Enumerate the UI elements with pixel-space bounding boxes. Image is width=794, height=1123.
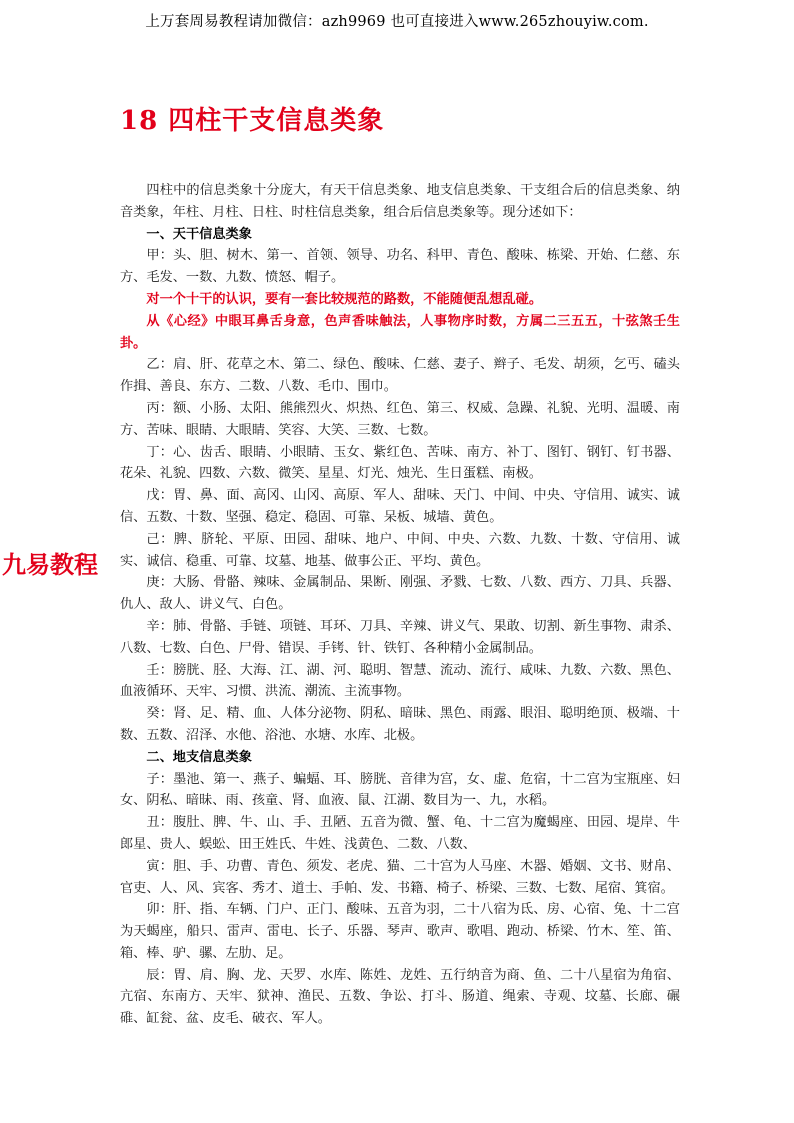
paragraph-yin: 寅：胆、手、功曹、青色、须发、老虎、猫、二十宫为人马座、木器、婚姻、文书、财帛、官吏、人、风、宾客、秀才、道士、手帕、发、书籍、椅子、桥梁、三数、七数、尾宿、箕宿。 bbox=[120, 858, 680, 896]
paragraph-gui: 癸：肾、足、精、血、人体分泌物、阴私、暗昧、黑色、雨露、眼泪、聪明绝顶、极端、十数、五数、沼泽、水他、浴池、水塘、水库、北极。 bbox=[120, 706, 680, 743]
paragraph-jia: 甲：头、胆、树木、第一、首领、领导、功名、科甲、青色、酸味、栋梁、开始、仁慈、东方、毛发、一数、九数、愤怒、帽子。 bbox=[120, 248, 680, 286]
paragraph-bing: 丙：额、小肠、太阳、熊熊烈火、炽热、红色、第三、权威、急躁、礼貌、光明、温暖、南方、苦味、眼睛、大眼睛、笑容、大笑、三数、七数。 bbox=[120, 400, 680, 438]
document-body bbox=[120, 180, 680, 1030]
paragraph-zi: 子：墨池、第一、燕子、蝙蝠、耳、膀胱、音律为宫，女、虚、危宿，十二宫为宝瓶座、妇女、阴私、暗昧、雨、孩童、肾、血液、鼠、江湖、数目为一、九，水稻。 bbox=[120, 771, 680, 809]
paragraph-ji: 己：脾、脐轮、平原、田园、甜味、地户、中间、中央、六数、九数、十数、守信用、诚实、诚信、稳重、可靠、坟墓、地基、做事公正、平均、黄色。 bbox=[120, 531, 680, 569]
document-title: 18 四柱干支信息类象 bbox=[120, 106, 385, 136]
page-header: 上万套周易教程请加微信：azh9969 也可直接进入www.265zhouyiw.com. bbox=[145, 14, 649, 30]
paragraph-xin: 辛：肺、骨骼、手链、项链、耳环、刀具、辛辣、讲义气、果敢、切割、新生事物、肃杀、八数、七数、白色、尸骨、错误、手铐、针、铁钉、各种精小金属制品。 bbox=[120, 618, 680, 656]
watermark-text: 九易教程 bbox=[2, 551, 98, 579]
section-heading-tiangan: 一、天干信息类象 bbox=[146, 226, 252, 242]
intro-paragraph: 四柱中的信息类象十分庞大，有天干信息类象、地支信息类象、干支组合后的信息类象、纳音类象，年柱、月柱、日柱、时柱信息类象，组合后信息类象等。现分述如下： bbox=[120, 183, 680, 220]
paragraph-chen: 辰：胃、肩、胸、龙、天罗、水库、陈姓、龙姓、五行纳音为商、鱼、二十八星宿为角宿、亢宿、东南方、天牢、狱神、渔民、五数、争讼、打斗、肠道、绳索、寺观、坟墓、长廊、碾碓、缸瓮、盆、皮毛、破衣、军人。 bbox=[120, 967, 680, 1027]
note-paragraph: 从《心经》中眼耳鼻舌身意，色声香味触法，人事物序时数，方属二三五五，十弦煞壬生卦。 bbox=[120, 313, 680, 351]
paragraph-mao: 卯：肝、指、车辆、门户、正门、酸味、五音为羽，二十八宿为氐、房、心宿、兔、十二宫为天蝎座，船只、雷声、雷电、长子、乐器、琴声、歌声、歌唱、跑动、桥梁、竹木、笙、笛、箱、棒、驴、骡、左肋、足。 bbox=[120, 902, 680, 961]
note-paragraph: 对一个十干的认识，要有一套比较规范的路数，不能随便乱想乱碰。 bbox=[146, 291, 543, 307]
paragraph-yi: 乙：肩、肝、花草之木、第二、绿色、酸味、仁慈、妻子、辫子、毛发、胡须，乞丐、磕头作揖、善良、东方、二数、八数、毛巾、围巾。 bbox=[120, 357, 680, 395]
paragraph-geng: 庚：大肠、骨骼、辣味、金属制品、果断、刚强、矛戮、七数、八数、西方、刀具、兵器、仇人、敌人、讲义气、白色。 bbox=[120, 575, 680, 613]
paragraph-chou: 丑：腹肚、脾、牛、山、手、丑陋、五音为微、蟹、龟、十二宫为魔蝎座、田园、堤岸、牛郎星、贵人、蜈蚣、田王姓氏、牛姓、浅黄色、二数、八数、 bbox=[120, 815, 680, 852]
paragraph-ding: 丁：心、齿舌、眼睛、小眼睛、玉女、紫红色、苦味、南方、补丁、图钉、钢钉、钉书器、花朵、礼貌、四数、六数、微笑、星星、灯光、烛光、生日蛋糕、南极。 bbox=[120, 444, 680, 482]
paragraph-ren: 壬：膀胱、胫、大海、江、湖、河、聪明、智慧、流动、流行、咸味、九数、六数、黑色、血液循环、天牢、习惯、洪流、潮流、主流事物。 bbox=[120, 662, 680, 700]
section-heading-dizhi: 二、地支信息类象 bbox=[146, 749, 252, 765]
paragraph-wu: 戊：胃、鼻、面、高冈、山冈、高原、军人、甜味、天门、中间、中央、守信用、诚实、诚信、五数、十数、坚强、稳定、稳固、可靠、呆板、城墙、黄色。 bbox=[120, 488, 680, 525]
